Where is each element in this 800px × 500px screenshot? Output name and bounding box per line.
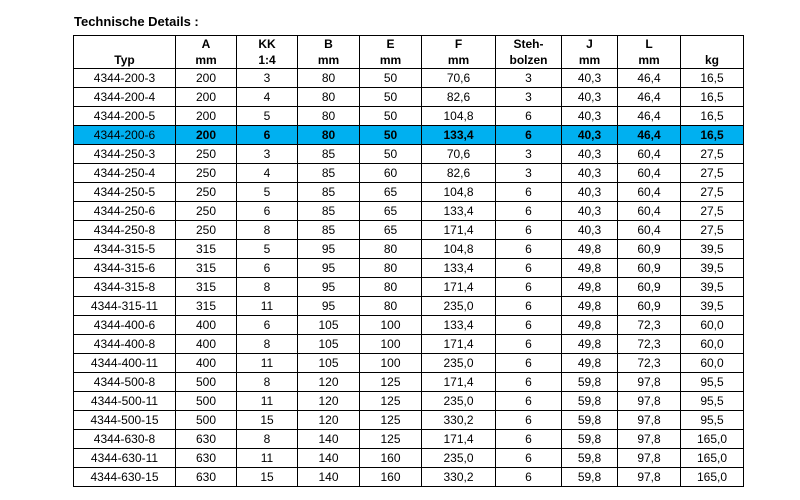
- cell-e: 80: [360, 240, 422, 259]
- cell-a: 315: [176, 297, 237, 316]
- cell-f: 70,6: [422, 145, 496, 164]
- cell-j: 49,8: [562, 259, 618, 278]
- cell-b: 80: [298, 126, 360, 145]
- cell-a: 250: [176, 221, 237, 240]
- cell-l: 97,8: [618, 392, 681, 411]
- cell-l: 97,8: [618, 430, 681, 449]
- cell-kg: 95,5: [681, 373, 744, 392]
- header-row-bottom: [74, 52, 744, 69]
- cell-j: 59,8: [562, 449, 618, 468]
- cell-a: 315: [176, 259, 237, 278]
- table-row: [74, 88, 744, 107]
- cell-b: 85: [298, 164, 360, 183]
- column-header-kg-top: [681, 36, 744, 53]
- cell-typ: 4344-250-6: [74, 202, 176, 221]
- cell-f: 133,4: [422, 316, 496, 335]
- cell-typ: 4344-630-15: [74, 468, 176, 487]
- column-header-b-bottom: mm: [298, 52, 360, 69]
- cell-stehbolzen: 3: [496, 145, 562, 164]
- column-header-a-top: A: [176, 36, 237, 53]
- cell-j: 40,3: [562, 145, 618, 164]
- cell-typ: 4344-200-5: [74, 107, 176, 126]
- cell-typ: 4344-500-15: [74, 411, 176, 430]
- cell-e: 80: [360, 297, 422, 316]
- column-header-l-top: L: [618, 36, 681, 53]
- cell-kk: 5: [237, 240, 298, 259]
- cell-b: 85: [298, 145, 360, 164]
- cell-j: 59,8: [562, 373, 618, 392]
- column-header-stehbolzen-bottom: bolzen: [496, 52, 562, 69]
- cell-j: 59,8: [562, 411, 618, 430]
- cell-stehbolzen: 6: [496, 297, 562, 316]
- cell-stehbolzen: 3: [496, 69, 562, 88]
- cell-l: 60,9: [618, 297, 681, 316]
- cell-typ: 4344-400-11: [74, 354, 176, 373]
- cell-a: 400: [176, 335, 237, 354]
- cell-kg: 39,5: [681, 240, 744, 259]
- column-header-stehbolzen-top: Steh-: [496, 36, 562, 53]
- cell-a: 630: [176, 468, 237, 487]
- cell-b: 95: [298, 278, 360, 297]
- cell-kg: 16,5: [681, 69, 744, 88]
- cell-stehbolzen: 6: [496, 373, 562, 392]
- cell-kk: 6: [237, 259, 298, 278]
- cell-kk: 11: [237, 297, 298, 316]
- cell-e: 160: [360, 449, 422, 468]
- table-row: [74, 240, 744, 259]
- cell-typ: 4344-315-11: [74, 297, 176, 316]
- cell-f: 171,4: [422, 430, 496, 449]
- cell-typ: 4344-250-4: [74, 164, 176, 183]
- cell-j: 49,8: [562, 297, 618, 316]
- cell-typ: 4344-400-6: [74, 316, 176, 335]
- cell-kg: 60,0: [681, 354, 744, 373]
- cell-j: 40,3: [562, 88, 618, 107]
- cell-j: 40,3: [562, 164, 618, 183]
- cell-j: 40,3: [562, 221, 618, 240]
- cell-typ: 4344-250-8: [74, 221, 176, 240]
- cell-l: 60,9: [618, 259, 681, 278]
- cell-kk: 8: [237, 221, 298, 240]
- cell-kg: 27,5: [681, 145, 744, 164]
- cell-stehbolzen: 6: [496, 392, 562, 411]
- cell-b: 140: [298, 449, 360, 468]
- cell-f: 82,6: [422, 164, 496, 183]
- cell-b: 85: [298, 202, 360, 221]
- cell-l: 97,8: [618, 411, 681, 430]
- column-header-typ-bottom: Typ: [74, 52, 176, 69]
- cell-j: 59,8: [562, 392, 618, 411]
- table-row: [74, 449, 744, 468]
- cell-l: 97,8: [618, 468, 681, 487]
- cell-f: 70,6: [422, 69, 496, 88]
- cell-j: 49,8: [562, 316, 618, 335]
- cell-typ: 4344-200-4: [74, 88, 176, 107]
- cell-j: 49,8: [562, 335, 618, 354]
- column-header-f-top: F: [422, 36, 496, 53]
- cell-j: 40,3: [562, 107, 618, 126]
- cell-e: 65: [360, 221, 422, 240]
- cell-kg: 60,0: [681, 316, 744, 335]
- cell-typ: 4344-500-11: [74, 392, 176, 411]
- cell-j: 49,8: [562, 278, 618, 297]
- table-row: [74, 278, 744, 297]
- cell-kk: 11: [237, 392, 298, 411]
- cell-b: 80: [298, 69, 360, 88]
- cell-typ: 4344-200-3: [74, 69, 176, 88]
- cell-kk: 15: [237, 411, 298, 430]
- cell-e: 80: [360, 278, 422, 297]
- cell-stehbolzen: 6: [496, 183, 562, 202]
- cell-e: 60: [360, 164, 422, 183]
- cell-stehbolzen: 6: [496, 449, 562, 468]
- table-row: [74, 373, 744, 392]
- cell-a: 250: [176, 202, 237, 221]
- cell-e: 65: [360, 183, 422, 202]
- column-header-typ-top: [74, 36, 176, 53]
- cell-l: 60,9: [618, 240, 681, 259]
- table-row: [74, 145, 744, 164]
- cell-kk: 4: [237, 164, 298, 183]
- table-row: [74, 164, 744, 183]
- cell-typ: 4344-630-8: [74, 430, 176, 449]
- cell-kg: 95,5: [681, 411, 744, 430]
- cell-l: 60,4: [618, 202, 681, 221]
- cell-kk: 8: [237, 430, 298, 449]
- cell-a: 250: [176, 145, 237, 164]
- cell-a: 400: [176, 316, 237, 335]
- cell-j: 40,3: [562, 69, 618, 88]
- cell-kk: 6: [237, 316, 298, 335]
- cell-l: 72,3: [618, 316, 681, 335]
- cell-b: 95: [298, 259, 360, 278]
- cell-f: 104,8: [422, 240, 496, 259]
- table-row: [74, 411, 744, 430]
- column-header-j-bottom: mm: [562, 52, 618, 69]
- column-header-l-bottom: mm: [618, 52, 681, 69]
- cell-kg: 95,5: [681, 392, 744, 411]
- cell-a: 200: [176, 107, 237, 126]
- cell-kg: 27,5: [681, 164, 744, 183]
- cell-kk: 15: [237, 468, 298, 487]
- table-row: [74, 107, 744, 126]
- cell-typ: 4344-200-6: [74, 126, 176, 145]
- cell-b: 85: [298, 221, 360, 240]
- cell-kg: 165,0: [681, 449, 744, 468]
- cell-e: 50: [360, 88, 422, 107]
- table-header: [74, 36, 744, 69]
- cell-f: 82,6: [422, 88, 496, 107]
- cell-e: 160: [360, 468, 422, 487]
- table-row: [74, 430, 744, 449]
- cell-a: 315: [176, 278, 237, 297]
- cell-b: 80: [298, 107, 360, 126]
- cell-e: 100: [360, 316, 422, 335]
- cell-f: 104,8: [422, 183, 496, 202]
- cell-f: 171,4: [422, 373, 496, 392]
- cell-kk: 11: [237, 449, 298, 468]
- column-header-kg-bottom: kg: [681, 52, 744, 69]
- cell-f: 235,0: [422, 354, 496, 373]
- cell-a: 630: [176, 449, 237, 468]
- cell-kk: 3: [237, 69, 298, 88]
- cell-kg: 16,5: [681, 107, 744, 126]
- cell-stehbolzen: 3: [496, 164, 562, 183]
- cell-b: 85: [298, 183, 360, 202]
- cell-stehbolzen: 6: [496, 259, 562, 278]
- cell-kk: 6: [237, 126, 298, 145]
- table-row: [74, 316, 744, 335]
- table-row: [74, 392, 744, 411]
- cell-kk: 5: [237, 107, 298, 126]
- cell-typ: 4344-315-6: [74, 259, 176, 278]
- cell-b: 105: [298, 335, 360, 354]
- cell-a: 200: [176, 69, 237, 88]
- column-header-kk-top: KK: [237, 36, 298, 53]
- cell-kk: 6: [237, 202, 298, 221]
- cell-stehbolzen: 3: [496, 88, 562, 107]
- cell-f: 133,4: [422, 202, 496, 221]
- cell-j: 49,8: [562, 240, 618, 259]
- cell-kk: 4: [237, 88, 298, 107]
- cell-a: 250: [176, 164, 237, 183]
- column-header-kk-bottom: 1:4: [237, 52, 298, 69]
- column-header-e-top: E: [360, 36, 422, 53]
- cell-kk: 8: [237, 278, 298, 297]
- cell-e: 125: [360, 430, 422, 449]
- cell-l: 72,3: [618, 354, 681, 373]
- cell-e: 125: [360, 373, 422, 392]
- cell-b: 105: [298, 354, 360, 373]
- header-row-top: [74, 36, 744, 53]
- table-row: [74, 297, 744, 316]
- cell-kg: 39,5: [681, 297, 744, 316]
- cell-a: 200: [176, 126, 237, 145]
- table-row: [74, 202, 744, 221]
- cell-typ: 4344-315-5: [74, 240, 176, 259]
- cell-f: 330,2: [422, 411, 496, 430]
- page-title: Technische Details :: [74, 14, 199, 29]
- table-row: [74, 354, 744, 373]
- cell-e: 50: [360, 145, 422, 164]
- table-row: [74, 259, 744, 278]
- cell-e: 80: [360, 259, 422, 278]
- cell-stehbolzen: 6: [496, 202, 562, 221]
- cell-l: 46,4: [618, 69, 681, 88]
- cell-a: 630: [176, 430, 237, 449]
- cell-e: 125: [360, 392, 422, 411]
- cell-b: 80: [298, 88, 360, 107]
- cell-kk: 3: [237, 145, 298, 164]
- cell-typ: 4344-630-11: [74, 449, 176, 468]
- cell-stehbolzen: 6: [496, 335, 562, 354]
- cell-typ: 4344-315-8: [74, 278, 176, 297]
- cell-j: 40,3: [562, 202, 618, 221]
- table-row: [74, 221, 744, 240]
- cell-typ: 4344-250-5: [74, 183, 176, 202]
- cell-kg: 16,5: [681, 88, 744, 107]
- cell-l: 60,4: [618, 145, 681, 164]
- cell-l: 97,8: [618, 373, 681, 392]
- cell-typ: 4344-400-8: [74, 335, 176, 354]
- cell-f: 330,2: [422, 468, 496, 487]
- cell-b: 95: [298, 297, 360, 316]
- cell-a: 200: [176, 88, 237, 107]
- cell-a: 400: [176, 354, 237, 373]
- cell-j: 59,8: [562, 430, 618, 449]
- cell-l: 60,9: [618, 278, 681, 297]
- cell-b: 140: [298, 430, 360, 449]
- cell-f: 133,4: [422, 259, 496, 278]
- cell-b: 95: [298, 240, 360, 259]
- cell-stehbolzen: 6: [496, 430, 562, 449]
- cell-f: 235,0: [422, 392, 496, 411]
- cell-a: 250: [176, 183, 237, 202]
- cell-typ: 4344-500-8: [74, 373, 176, 392]
- table-row: [74, 335, 744, 354]
- cell-b: 105: [298, 316, 360, 335]
- cell-l: 60,4: [618, 221, 681, 240]
- table-row-highlighted: [74, 126, 744, 145]
- cell-kk: 5: [237, 183, 298, 202]
- cell-a: 500: [176, 392, 237, 411]
- cell-stehbolzen: 6: [496, 316, 562, 335]
- cell-f: 235,0: [422, 449, 496, 468]
- cell-e: 100: [360, 354, 422, 373]
- cell-kk: 8: [237, 373, 298, 392]
- cell-kg: 27,5: [681, 183, 744, 202]
- cell-b: 120: [298, 411, 360, 430]
- cell-kg: 165,0: [681, 430, 744, 449]
- cell-l: 46,4: [618, 88, 681, 107]
- cell-a: 500: [176, 373, 237, 392]
- cell-stehbolzen: 6: [496, 221, 562, 240]
- cell-stehbolzen: 6: [496, 468, 562, 487]
- cell-b: 120: [298, 373, 360, 392]
- cell-kg: 27,5: [681, 221, 744, 240]
- cell-kg: 16,5: [681, 126, 744, 145]
- cell-j: 40,3: [562, 126, 618, 145]
- cell-e: 65: [360, 202, 422, 221]
- cell-stehbolzen: 6: [496, 126, 562, 145]
- column-header-b-top: B: [298, 36, 360, 53]
- cell-e: 100: [360, 335, 422, 354]
- column-header-j-top: J: [562, 36, 618, 53]
- cell-f: 133,4: [422, 126, 496, 145]
- cell-kg: 39,5: [681, 259, 744, 278]
- technical-details-table: [73, 35, 744, 487]
- cell-f: 171,4: [422, 278, 496, 297]
- column-header-a-bottom: mm: [176, 52, 237, 69]
- cell-j: 59,8: [562, 468, 618, 487]
- cell-j: 49,8: [562, 354, 618, 373]
- cell-e: 50: [360, 126, 422, 145]
- table-row: [74, 69, 744, 88]
- cell-stehbolzen: 6: [496, 411, 562, 430]
- cell-f: 235,0: [422, 297, 496, 316]
- cell-kg: 27,5: [681, 202, 744, 221]
- table-row: [74, 468, 744, 487]
- cell-l: 97,8: [618, 449, 681, 468]
- cell-stehbolzen: 6: [496, 107, 562, 126]
- cell-e: 50: [360, 69, 422, 88]
- cell-stehbolzen: 6: [496, 240, 562, 259]
- cell-b: 140: [298, 468, 360, 487]
- cell-b: 120: [298, 392, 360, 411]
- cell-e: 50: [360, 107, 422, 126]
- cell-e: 125: [360, 411, 422, 430]
- cell-l: 60,4: [618, 164, 681, 183]
- cell-stehbolzen: 6: [496, 278, 562, 297]
- cell-f: 171,4: [422, 221, 496, 240]
- cell-kg: 60,0: [681, 335, 744, 354]
- cell-a: 315: [176, 240, 237, 259]
- cell-f: 104,8: [422, 107, 496, 126]
- cell-stehbolzen: 6: [496, 354, 562, 373]
- cell-l: 46,4: [618, 107, 681, 126]
- table-row: [74, 183, 744, 202]
- cell-a: 500: [176, 411, 237, 430]
- cell-l: 72,3: [618, 335, 681, 354]
- cell-typ: 4344-250-3: [74, 145, 176, 164]
- cell-f: 171,4: [422, 335, 496, 354]
- cell-kg: 39,5: [681, 278, 744, 297]
- cell-kk: 11: [237, 354, 298, 373]
- column-header-e-bottom: mm: [360, 52, 422, 69]
- cell-l: 46,4: [618, 126, 681, 145]
- cell-kg: 165,0: [681, 468, 744, 487]
- column-header-f-bottom: mm: [422, 52, 496, 69]
- cell-j: 40,3: [562, 183, 618, 202]
- cell-l: 60,4: [618, 183, 681, 202]
- table-body: [74, 69, 744, 487]
- cell-kk: 8: [237, 335, 298, 354]
